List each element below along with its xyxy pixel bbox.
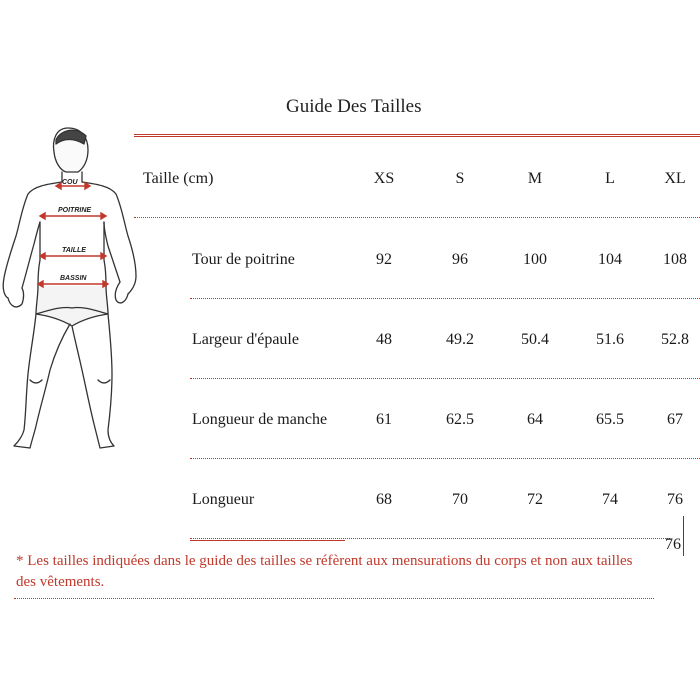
row-label-shoulder: Largeur d'épaule <box>192 331 299 348</box>
size-header-xs: XS <box>373 170 395 187</box>
chest-label: POITRINE <box>58 207 92 214</box>
row-label-length: Longueur <box>192 491 255 508</box>
waist-label: TAILLE <box>62 247 86 254</box>
table-cell: 64 <box>527 411 543 428</box>
cell-border-fragment <box>683 516 684 556</box>
row-divider <box>190 298 700 299</box>
table-cell: 70 <box>452 491 468 508</box>
table-cell: 50.4 <box>521 331 549 348</box>
table-cell: 67 <box>667 411 683 428</box>
table-cell: 61 <box>376 411 392 428</box>
table-cell: 65.5 <box>596 411 624 428</box>
table-cell: 49.2 <box>446 331 474 348</box>
table-cell: 48 <box>376 331 392 348</box>
header-divider <box>134 134 700 137</box>
table-cell: 72 <box>527 491 543 508</box>
body-measurement-figure <box>0 118 140 458</box>
table-cell: 92 <box>376 251 392 268</box>
table-cell: 100 <box>523 251 547 268</box>
table-cell: 52.8 <box>661 331 689 348</box>
size-header-s: S <box>455 170 465 187</box>
row-divider <box>190 378 700 379</box>
table-cell: 76 <box>667 491 683 504</box>
row-divider-accent <box>190 540 345 541</box>
size-header-xl: XL <box>664 170 686 187</box>
neck-label: COU <box>62 179 78 186</box>
table-cell: 96 <box>452 251 468 268</box>
table-cell: 108 <box>663 251 687 268</box>
row-label-chest: Tour de poitrine <box>192 251 295 268</box>
size-header-l: L <box>605 170 615 187</box>
size-guide-title: Guide Des Tailles <box>286 96 422 117</box>
row-divider <box>190 458 700 459</box>
hips-label: BASSIN <box>60 275 87 282</box>
table-cell: 51.6 <box>596 331 624 348</box>
footer-divider <box>14 598 654 599</box>
row-divider <box>190 538 670 539</box>
table-cell: 68 <box>376 491 392 508</box>
row-label-sleeve: Longueur de manche <box>192 411 328 428</box>
table-cell: 62.5 <box>446 411 474 428</box>
size-header-m: M <box>527 170 543 187</box>
table-cell: 74 <box>602 491 618 508</box>
overflow-cell-value: 76 <box>665 536 681 553</box>
table-cell: 104 <box>598 251 622 268</box>
size-header-label: Taille (cm) <box>143 170 214 187</box>
row-divider <box>134 217 700 218</box>
sizing-note: * Les tailles indiquées dans le guide des tailles se réfèrent aux mensurations du corps et non aux tailles des vêtements. <box>16 553 633 590</box>
